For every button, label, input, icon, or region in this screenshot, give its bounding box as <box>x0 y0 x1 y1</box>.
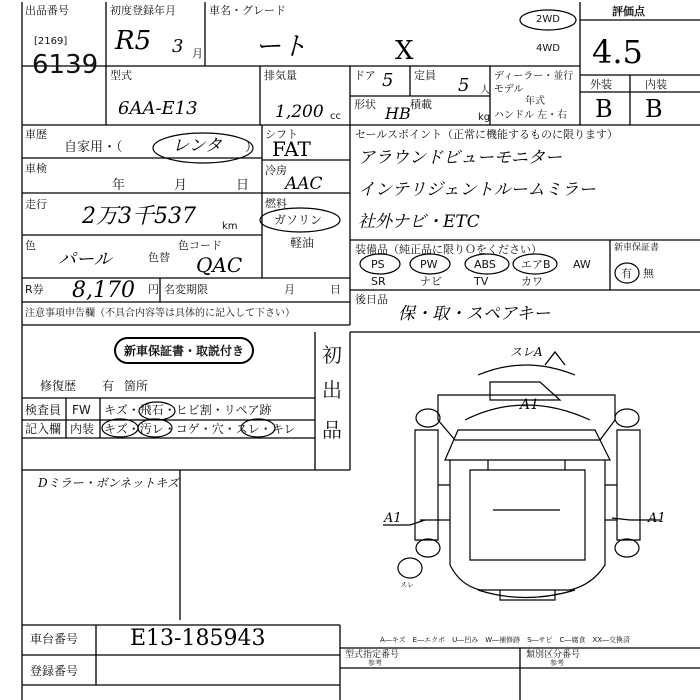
mileage: 2万3千537 <box>82 204 196 229</box>
registration-label: 登録番号 <box>30 664 79 678</box>
model: 6AA-E13 <box>118 98 198 119</box>
person-unit: 人 <box>480 85 490 96</box>
color-code-label: 色コード <box>178 239 222 252</box>
selling-label: セールスポイント（正常に機能するものに限ります） <box>355 128 619 141</box>
color-change-label: 色替 <box>148 251 170 264</box>
lot-label: 出品番号 <box>25 4 69 17</box>
equip-tv: TV <box>474 275 489 288</box>
inspector-label: 検査員 <box>25 403 62 417</box>
equipment-label: 装備品（純正品に限りＯをください） <box>355 243 542 256</box>
interior-label: 内装 <box>645 78 667 91</box>
month-unit: 月 <box>192 47 203 60</box>
equip-aw: AW <box>573 258 591 271</box>
yen-unit: 円 <box>148 283 159 296</box>
model-year-label: モデル <box>494 84 524 95</box>
shift-label: シフト <box>265 128 298 141</box>
drive-4wd: 4WD <box>536 43 560 54</box>
selling-point-2: インテリジェントルームミラー <box>358 180 596 200</box>
equip-abs: ABS <box>474 258 496 271</box>
body-label: 形状 <box>354 98 376 111</box>
kg-unit: kg <box>478 112 491 123</box>
doors-label: ドア <box>354 69 376 82</box>
handle-label: ハンドル 左・右 <box>494 110 568 121</box>
model-year-sub: 年式 <box>525 96 545 107</box>
recycle-fee: 8,170 <box>72 278 135 303</box>
first-listing-3: 品 <box>322 418 342 442</box>
load-label: 積載 <box>410 98 432 111</box>
shaken-label: 車検 <box>25 162 47 175</box>
equip-navi: ナビ <box>420 275 442 288</box>
defects-row-2: キズ・汚レ・コゲ・穴・スレ・キレ <box>104 422 296 436</box>
note-handwritten: Dミラー・ボンネットキズ <box>38 476 180 490</box>
capacity-label: 定員 <box>414 69 436 82</box>
history-use-close: ） <box>245 140 259 155</box>
diagram-legend: A―キズ E―エクボ U―凹み W―補修跡 S―サビ C―腐食 XX―交換済 <box>380 636 631 644</box>
diagram-mark-left: A1 <box>384 511 402 526</box>
delivery-label: 後日品 <box>355 293 388 306</box>
aircon-label: 冷房 <box>265 164 287 177</box>
inspector-label-2: 記入欄 <box>25 422 62 436</box>
displacement-label: 排気量 <box>264 69 297 82</box>
fw-label: FW <box>72 403 91 417</box>
score: 4.5 <box>592 33 643 71</box>
recycle-label: R券 <box>25 283 44 296</box>
diagram-mark-right: A1 <box>648 511 666 526</box>
fuel-gasoline: ガソリン <box>274 213 323 227</box>
model-label: 型式 <box>110 69 132 82</box>
fuel-label: 燃料 <box>265 197 287 210</box>
chassis-number: E13-185943 <box>130 626 266 651</box>
fuel-diesel: 軽油 <box>290 236 315 250</box>
history-use-circled: レンタ <box>172 136 222 156</box>
name-change-day: 日 <box>330 283 341 296</box>
shaken-day: 日 <box>236 178 250 193</box>
shaken-year: 年 <box>112 178 126 193</box>
color-code: QAC <box>196 253 243 277</box>
diagram-mark-front: スレA <box>510 345 543 359</box>
repair-unit: 箇所 <box>124 379 149 393</box>
color: パール <box>58 249 112 270</box>
cc-unit: cc <box>330 111 341 122</box>
interior-inspection-label: 内装 <box>70 422 95 436</box>
interior-grade: B <box>645 95 663 123</box>
aircon: AAC <box>285 174 323 194</box>
equip-ps: PS <box>371 258 385 271</box>
diagram-mark-hood: A1 <box>520 397 540 413</box>
warranty-no: 無 <box>643 267 654 280</box>
format-number-label: 型式指定番号 <box>345 650 400 660</box>
warranty-label: 新車保証書 <box>614 243 660 253</box>
displacement: 1,200 <box>275 102 324 122</box>
name-change-month: 月 <box>284 283 295 296</box>
chassis-label: 車台番号 <box>30 632 79 646</box>
exterior-grade: B <box>595 95 613 123</box>
class-ref: 参考 <box>550 659 564 667</box>
equip-airbag: エアB <box>521 258 551 271</box>
body: HB <box>385 104 411 123</box>
score-label: 評価点 <box>612 5 645 18</box>
history-label: 車歴 <box>25 128 47 141</box>
defects-row-1: キズ・飛石・ヒビ割・リペア跡 <box>104 403 272 417</box>
color-label: 色 <box>25 239 36 252</box>
notes-label: 注意事項申告欄（不具合内容等は具体的に記入して下さい） <box>25 308 295 319</box>
shift: FAT <box>272 137 311 161</box>
reg-month: 3 <box>172 36 184 57</box>
class-number-label: 類別区分番号 <box>526 650 581 660</box>
delivery-value: 保・取・スペアキー <box>398 304 551 324</box>
diagram-mark-spare: スレ <box>400 581 414 589</box>
history-use: 自家用・（ <box>64 140 123 155</box>
warranty-stamp: 新車保証書・取説付き <box>114 337 254 364</box>
grade: X <box>395 36 414 66</box>
shaken-month: 月 <box>174 178 188 193</box>
doors: 5 <box>382 70 394 91</box>
dealer-label: ディーラー・並行 <box>494 71 574 82</box>
capacity: 5 <box>458 75 470 96</box>
repair-value: 有 <box>102 379 115 393</box>
exterior-label: 外装 <box>590 78 612 91</box>
lot-code: [2169] <box>34 36 68 47</box>
mileage-label: 走行 <box>25 198 47 211</box>
name-label: 車名・グレード <box>209 4 286 17</box>
selling-point-1: アラウンドビューモニター <box>358 148 562 168</box>
car-diagram <box>398 365 640 600</box>
name-change-label: 名変期限 <box>164 283 208 296</box>
drive-2wd: 2WD <box>536 14 560 25</box>
format-ref: 参考 <box>368 659 382 667</box>
first-listing-2: 出 <box>322 378 342 402</box>
reg-year-label: 初度登録年月 <box>110 4 176 17</box>
repair-label: 修復歴 <box>40 379 77 393</box>
equip-pw: PW <box>420 258 438 271</box>
first-listing-1: 初 <box>322 343 342 367</box>
equip-sr: SR <box>371 275 386 288</box>
lot-number: 6139 <box>32 50 99 80</box>
km-unit: km <box>222 221 238 232</box>
selling-point-3: 社外ナビ・ETC <box>358 212 480 232</box>
equip-leather: カワ <box>521 275 543 288</box>
reg-year: R5 <box>115 26 152 56</box>
car-name: ート <box>255 32 308 62</box>
warranty-yes: 有 <box>621 267 632 280</box>
